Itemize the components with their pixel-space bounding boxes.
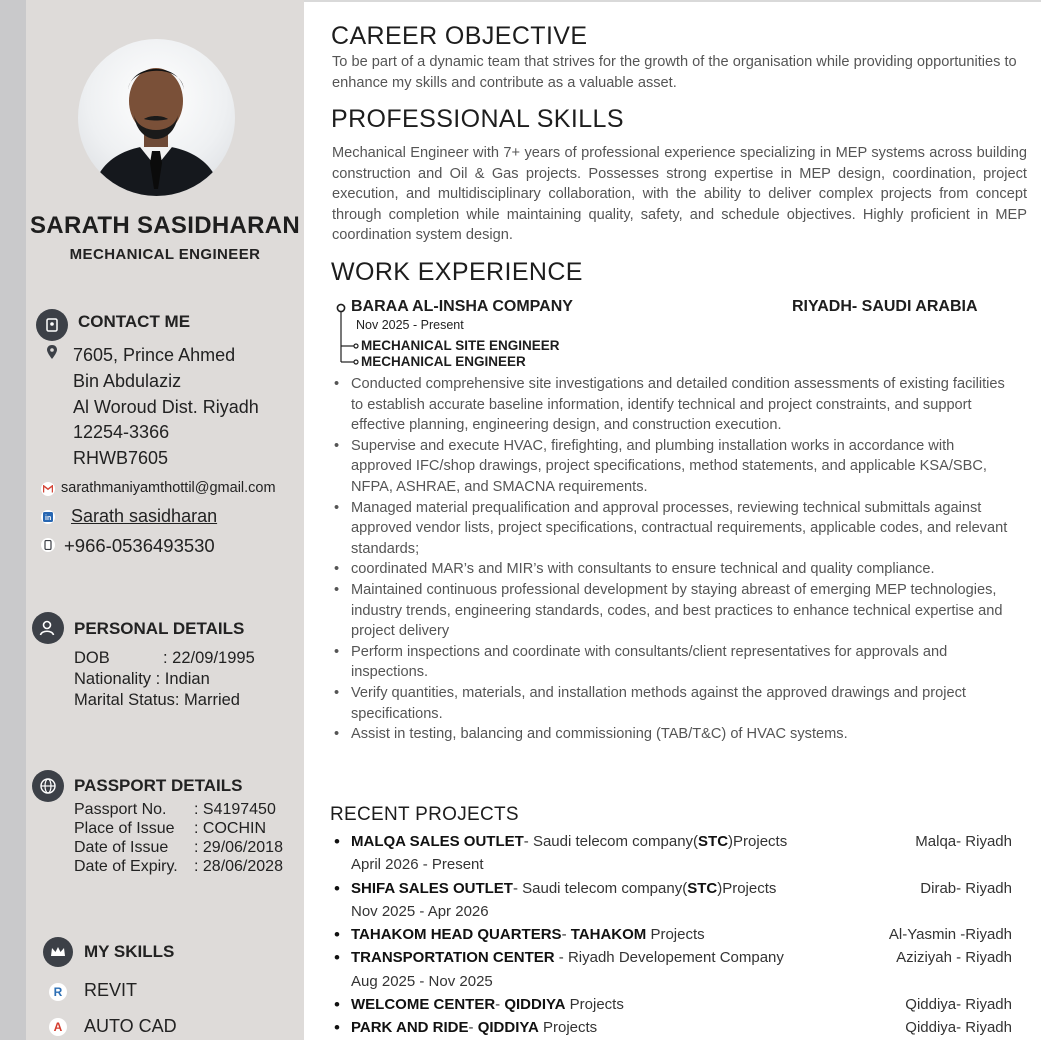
project-item	[332, 923, 1022, 946]
personal-label: Nationality	[74, 670, 152, 688]
linkedin-icon	[41, 510, 55, 524]
project-location: Aziziyah - Riyadh	[896, 949, 1012, 967]
project-client-bold: QIDDIYA	[477, 1019, 539, 1037]
gmail-icon	[41, 482, 55, 496]
project-suffix: Projects	[646, 926, 705, 944]
project-date: Aug 2025 - Nov 2025	[351, 972, 493, 990]
work-bullet: • coordinated MAR’s and MIR’s with consultants to ensure technical and quality compliance.	[334, 559, 1019, 580]
personal-row	[74, 669, 255, 690]
revit-letter: R	[53, 985, 63, 999]
candidate-name: SARATH SASIDHARAN	[30, 212, 300, 239]
skill-item: AUTO CAD	[84, 1016, 177, 1036]
user-profile-icon	[32, 612, 64, 644]
revit-icon	[49, 983, 67, 1001]
project-location: Al-Yasmin -Riyadh	[888, 926, 1012, 944]
passport-row	[74, 857, 283, 876]
project-sep: -	[561, 926, 571, 944]
work-bullet: • Managed material prequalification and approval processes, reviewing technical submittals against approved vendor lists, project specifications, contractual requirements, applicable codes, and relevant standards;	[334, 498, 1019, 560]
project-location: Dirab- Riyadh	[920, 879, 1012, 897]
left-edge-strip	[0, 0, 26, 1040]
project-location: Qiddiya- Riyadh	[905, 1019, 1012, 1037]
project-client: Saudi telecom company(	[522, 879, 688, 897]
passport-value: : 28/06/2028	[194, 858, 283, 875]
personal-value: : Indian	[155, 670, 210, 688]
address-line: Bin Abdulaziz	[73, 370, 182, 391]
project-client-bold: STC	[687, 879, 718, 897]
work-bullet: • Perform inspections and coordinate with consultants/client representatives for approvals and inspections.	[334, 642, 1019, 683]
project-item	[332, 946, 1022, 993]
projects-heading: RECENT PROJECTS	[330, 804, 519, 825]
project-item	[332, 877, 1022, 924]
passport-heading: PASSPORT DETAILS	[74, 776, 243, 795]
project-sep: -	[468, 1019, 478, 1037]
autocad-letter: A	[53, 1020, 63, 1034]
projects-list	[332, 830, 1022, 1040]
professional-heading: PROFESSIONAL SKILLS	[331, 105, 624, 133]
personal-value: : Married	[174, 691, 240, 709]
professional-text: Mechanical Engineer with 7+ years of professional experience specializing in MEP systems across building construction and Oil & Gas projects. Possesses strong expertise in MEP design, coordination, project execution, and multidisciplinary collaboration, with the ability to deliver complex projects from concept through completion while maintaining quality, safety, and schedule objectives. Highly proficient in MEP coordination system design.	[332, 145, 1027, 243]
personal-value: : 22/09/1995	[163, 649, 255, 667]
project-name: SHIFA SALES OUTLET	[351, 879, 513, 897]
work-heading: WORK EXPERIENCE	[331, 258, 583, 286]
project-name: WELCOME CENTER	[351, 996, 496, 1014]
work-bullet: • Conducted comprehensive site investigations and detailed condition assessments of existing facilities to establish accurate baseline information, identify technical and project constraints, and support effective planning, engineering design, and construction execution.	[334, 374, 1019, 436]
passport-value: : S4197450	[194, 801, 276, 818]
project-client-bold: TAHAKOM	[570, 926, 647, 944]
project-item	[332, 830, 1022, 877]
project-sep: -	[554, 949, 568, 967]
contact-heading: CONTACT ME	[78, 312, 191, 331]
company-name: BARAA AL-INSHA COMPANY	[351, 298, 573, 315]
passport-details	[74, 800, 283, 876]
person-avatar-icon	[78, 39, 235, 196]
passport-label: Date of Expiry.	[74, 858, 178, 875]
project-item	[332, 993, 1022, 1016]
company-location: RIYADH- SAUDI ARABIA	[792, 298, 978, 315]
address-line: 12254-3366	[73, 422, 170, 443]
work-bullet: • Supervise and execute HVAC, firefighting, and plumbing installation works in accordance with approved IFC/shop drawings, project specifications, method statements, and applicable KSA/SBC, NFPA, ASHRAE, and SMACNA requirements.	[334, 436, 1019, 498]
project-sep: -	[512, 879, 523, 897]
project-client-bold: QIDDIYA	[504, 996, 566, 1014]
autocad-icon	[49, 1018, 67, 1036]
project-suffix: Projects	[565, 996, 624, 1014]
project-sep: -	[523, 833, 533, 850]
work-bullet: • Verify quantities, materials, and installation methods against the approved drawings and project specifications.	[334, 683, 1019, 724]
project-suffix: Projects	[538, 1019, 598, 1037]
passport-value: : 29/06/2018	[194, 839, 283, 856]
project-date: Nov 2025 - Apr 2026	[351, 902, 489, 920]
project-location: Malqa- Riyadh	[915, 833, 1012, 850]
passport-label: Passport No.	[74, 801, 167, 818]
objective-heading: CAREER OBJECTIVE	[331, 22, 588, 50]
profile-photo	[78, 39, 235, 196]
crown-icon	[43, 937, 73, 967]
passport-label: Place of Issue	[74, 820, 175, 837]
project-client-bold: STC	[698, 833, 729, 850]
skill-item: REVIT	[84, 980, 138, 1000]
role-title: MECHANICAL ENGINEER	[361, 354, 526, 369]
work-bullet: • Assist in testing, balancing and commissioning (TAB/T&C) of HVAC systems.	[334, 724, 1019, 745]
project-client: Riyadh Developement Company	[567, 949, 784, 967]
address-line: Al Woroud Dist. Riyadh	[73, 396, 259, 417]
contact-book-icon	[36, 309, 68, 341]
project-suffix: )Projects	[717, 879, 777, 897]
passport-value: : COCHIN	[194, 820, 266, 837]
passport-row	[74, 838, 283, 857]
skills-heading: MY SKILLS	[84, 942, 175, 961]
project-name: PARK AND RIDE	[351, 1019, 469, 1037]
work-bullets	[334, 374, 1019, 745]
svg-text:in: in	[45, 515, 52, 522]
address-line: 7605, Prince Ahmed	[73, 345, 236, 365]
personal-label: DOB	[74, 649, 110, 667]
passport-row	[74, 800, 283, 819]
work-period: Nov 2025 - Present	[356, 318, 464, 332]
passport-label: Date of Issue	[74, 839, 169, 856]
objective-text: To be part of a dynamic team that strives for the growth of the organisation while providing opportunities to enhance my skills and contribute as a valuable asset.	[332, 54, 1017, 91]
location-pin-icon	[45, 345, 59, 359]
globe-icon	[32, 770, 64, 802]
project-name: TAHAKOM HEAD QUARTERS	[351, 926, 562, 944]
personal-details	[74, 648, 255, 711]
project-client: Saudi telecom company(	[532, 833, 699, 850]
project-item	[332, 1016, 1022, 1039]
personal-row	[74, 648, 255, 669]
candidate-title: MECHANICAL ENGINEER	[69, 246, 261, 263]
personal-heading: PERSONAL DETAILS	[74, 619, 245, 638]
project-name: TRANSPORTATION CENTER	[351, 949, 555, 967]
address-block	[73, 343, 259, 472]
linkedin-link[interactable]: Sarath sasidharan	[71, 506, 218, 526]
address-line: RHWB7605	[73, 448, 169, 469]
email-link[interactable]: sarathmaniyamthottil@gmail.com	[61, 480, 276, 496]
project-location: Qiddiya- Riyadh	[905, 996, 1012, 1014]
project-sep: -	[495, 996, 505, 1014]
project-suffix: )Projects	[728, 833, 788, 850]
role-title: MECHANICAL SITE ENGINEER	[361, 338, 560, 353]
passport-row	[74, 819, 283, 838]
project-date: April 2026 - Present	[351, 856, 484, 874]
personal-row	[74, 690, 255, 711]
project-name: MALQA SALES OUTLET	[351, 833, 524, 850]
phone-icon	[41, 538, 55, 552]
personal-label: Marital Status	[74, 691, 175, 709]
work-bullet: • Maintained continuous professional development by staying abreast of emerging MEP technologies, industry trends, engineering standards, codes, and best practices to enhance technical expertise and project delivery	[334, 580, 1019, 642]
phone-number[interactable]: +966-0536493530	[64, 535, 215, 556]
